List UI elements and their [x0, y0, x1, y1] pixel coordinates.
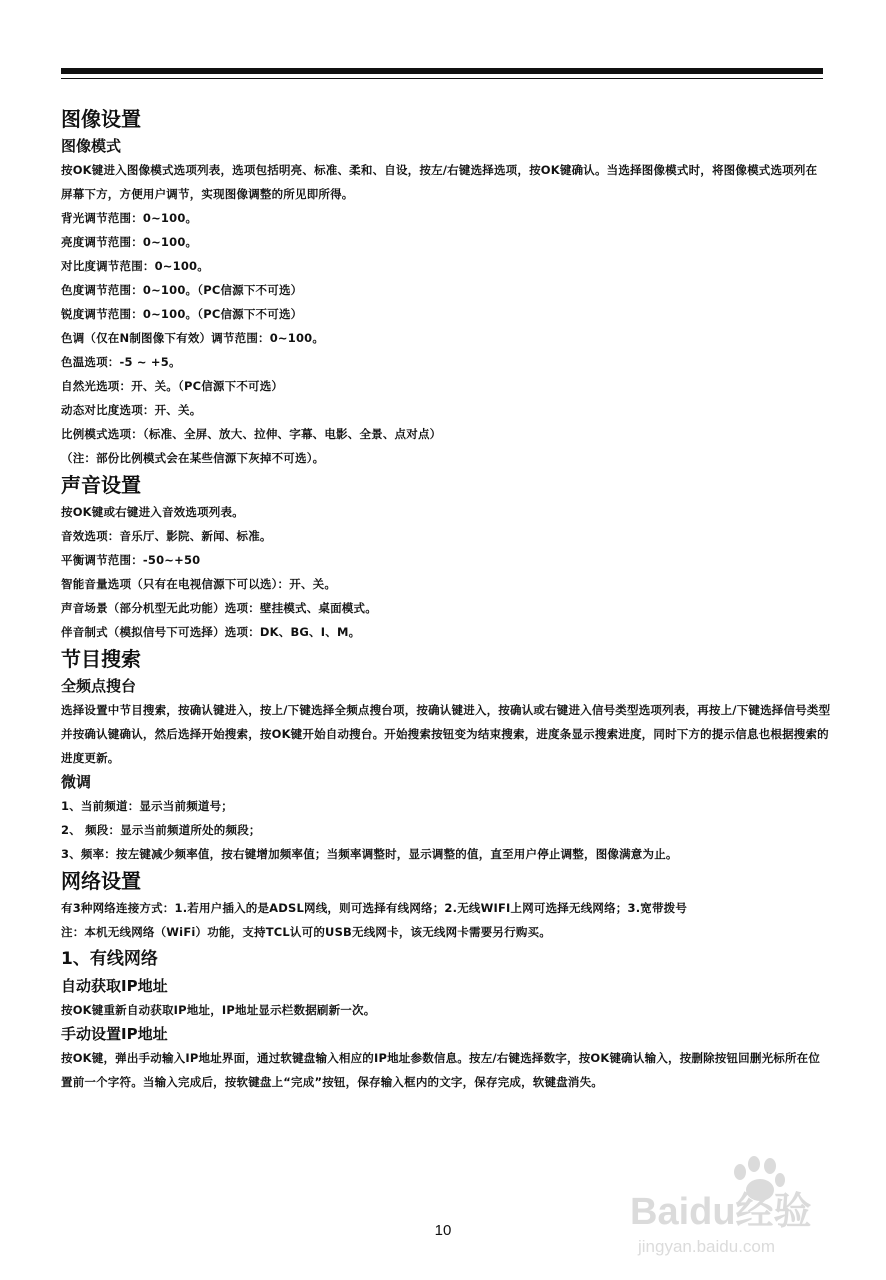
subheading-auto-ip: 自动获取IP地址 — [61, 977, 168, 995]
line-sound-scene: 声音场景（部分机型无此功能）选项：壁挂模式、桌面模式。 — [61, 601, 377, 615]
heading-wired-network: 1、有线网络 — [61, 949, 158, 969]
header-rule-thick — [61, 68, 823, 74]
line-sound-effect: 音效选项：音乐厅、影院、新闻、标准。 — [61, 529, 272, 543]
line-tint: 色调（仅在N制图像下有效）调节范围：0~100。 — [61, 331, 325, 345]
paragraph-full-scan: 选择设置中节目搜索，按确认键进入，按上/下键选择全频点搜台项，按确认键进入，按确认或右键进入信号类型选项列表，再按上/下键选择信号类型并按确认键确认，然后选择开始搜索，按OK键开始自动搜台。开始搜索按钮变为结束搜索，进度条显示搜索进度，同时下方的提示信息也根据搜索的进度更新。 — [61, 703, 831, 765]
watermark-brand: Baidu经验 — [630, 1191, 812, 1233]
watermark-url: jingyan.baidu.com — [638, 1237, 776, 1256]
heading-channel-search: 节目搜索 — [61, 647, 141, 671]
line-sound-system: 伴音制式（模拟信号下可选择）选项：DK、BG、I、M。 — [61, 625, 361, 639]
line-frequency: 3、频率：按左键减少频率值，按右键增加频率值；当频率调整时，显示调整的值，直至用户停止调整，图像满意为止。 — [61, 847, 678, 861]
subheading-full-scan: 全频点搜台 — [61, 677, 137, 695]
line-balance: 平衡调节范围：-50~+50 — [61, 553, 201, 567]
heading-network-settings: 网络设置 — [61, 869, 141, 893]
baidu-jingyan-watermark — [622, 1150, 842, 1260]
line-sharpness: 锐度调节范围：0~100。（PC信源下不可选） — [61, 307, 303, 321]
header-rule-thin — [61, 78, 823, 79]
subheading-manual-ip: 手动设置IP地址 — [61, 1025, 168, 1043]
heading-sound-settings: 声音设置 — [61, 473, 141, 497]
line-current-channel: 1、当前频道：显示当前频道号； — [61, 799, 233, 813]
line-brightness: 亮度调节范围：0~100。 — [61, 235, 198, 249]
line-smart-volume: 智能音量选项（只有在电视信源下可以选）：开、关。 — [61, 577, 337, 591]
line-aspect-note: （注：部份比例模式会在某些信源下灰掉不可选）。 — [61, 451, 325, 465]
line-band: 2、 频段：显示当前频道所处的频段； — [61, 823, 261, 837]
subheading-picture-mode: 图像模式 — [61, 137, 122, 155]
paragraph-manual-ip: 按OK键，弹出手动输入IP地址界面，通过软键盘输入相应的IP地址参数信息。按左/右键选择数字，按OK键确认输入，按删除按钮回删光标所在位置前一个字符。当输入完成后，按软键盘上“完成”按钮，保存输入框内的文字，保存完成，软键盘消失。 — [61, 1051, 821, 1089]
line-network-note: 注：本机无线网络（WiFi）功能，支持TCL认可的USB无线网卡，该无线网卡需要另行购买。 — [61, 925, 551, 939]
heading-picture-settings: 图像设置 — [61, 107, 141, 131]
line-backlight: 背光调节范围：0~100。 — [61, 211, 198, 225]
line-sound-entry: 按OK键或右键进入音效选项列表。 — [61, 505, 244, 519]
line-aspect-mode: 比例模式选项：（标准、全屏、放大、拉伸、字幕、电影、全景、点对点） — [61, 427, 442, 441]
line-network-modes: 有3种网络连接方式：1.若用户插入的是ADSL网线，则可选择有线网络；2.无线WIFI上网可选择无线网络；3.宽带拨号 — [61, 901, 688, 915]
line-color: 色度调节范围：0~100。（PC信源下不可选） — [61, 283, 303, 297]
line-auto-ip: 按OK键重新自动获取IP地址，IP地址显示栏数据刷新一次。 — [61, 1003, 376, 1017]
subheading-fine-tune: 微调 — [61, 773, 92, 791]
paragraph-picture-mode: 按OK键进入图像模式选项列表，选项包括明亮、标准、柔和、自设，按左/右键选择选项，按OK键确认。当选择图像模式时，将图像模式选项列在屏幕下方，方便用户调节，实现图像调整的所见即所得。 — [61, 163, 818, 201]
line-contrast: 对比度调节范围：0~100。 — [61, 259, 209, 273]
line-dynamic-contrast: 动态对比度选项：开、关。 — [61, 403, 202, 417]
line-color-temp: 色温选项：-5 ~ +5。 — [61, 355, 181, 369]
line-natural-light: 自然光选项：开、关。（PC信源下不可选） — [61, 379, 284, 393]
page-number: 10 — [434, 1222, 452, 1239]
document-body — [61, 104, 841, 1094]
